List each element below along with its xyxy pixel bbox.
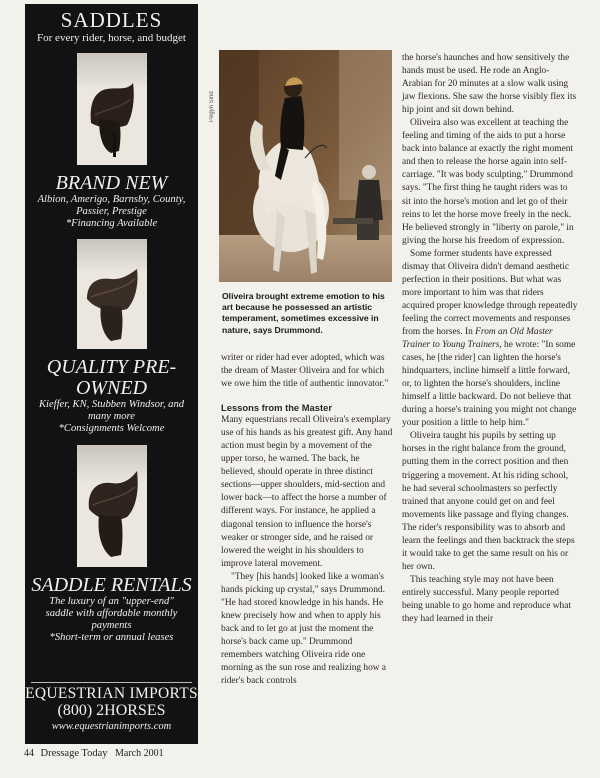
article-photo <box>219 50 392 282</box>
saddle-photo-used <box>77 239 147 349</box>
article-paragraph: Many equestrians recall Oliveira's exemplary use of his hands as his greatest gift. Any hand action must begin by a movement of the upper torso, he warned. The back, he believed, should operate in three distinct sections—upper shoulders, mid-section and lower back—to affect the horse a number of different ways. For instance, he applied a diagonal tension to influence the horse's weaker or stronger side, and he raised or lowered the weight in his shoulders to improve lateral movement. <box>221 415 393 569</box>
ad-pre-owned-brands: Kieffer, KN, Stubben Windsor, and <box>38 399 185 410</box>
saddle-advertisement <box>25 4 198 744</box>
rider-on-horse-image <box>219 50 392 282</box>
article-paragraph: the horse's haunches and how sensitively the hands must be used. He rode an Anglo-Arabian for 20 minutes at a slow walk using jaw flexions. She saw the horse visibly flex its hip joint and sit down behind. <box>402 53 577 116</box>
ad-header: SADDLES <box>60 8 163 32</box>
article-paragraph <box>402 248 578 431</box>
ad-rentals-note: *Short-term or annual leases <box>49 632 174 643</box>
article-paragraph: writer or rider had ever adopted, which was the dream of Master Oliveira and for which we owe him the title of authentic innovator." <box>221 353 389 390</box>
paragraph-text: Some former students have expressed dismay that Oliveira didn't demand aesthetic perfection in their positions. But what was more important to him was that riders acquired proper knowledge through repeatedly feeling the correct movements and responses from the horses. In <box>402 248 578 337</box>
ad-brand-new-title: BRAND NEW <box>55 172 168 194</box>
article-middle-column <box>221 352 393 688</box>
ad-pre-owned-brands-2: many more <box>88 411 135 422</box>
ad-brand-new-brands: Albion, Amerigo, Barnsby, County, <box>37 194 186 205</box>
saddle-photo-rental <box>77 445 147 567</box>
ad-brand-new-note: *Financing Available <box>65 218 158 229</box>
magazine-name: Dressage Today <box>40 748 108 759</box>
ad-pre-owned-note: *Consignments Welcome <box>58 423 165 434</box>
ad-phone: (800) 2HORSES <box>57 702 166 719</box>
ad-rentals-line-1: The luxury of an "upper-end" <box>49 596 174 607</box>
ad-brand-new-brands-2: Passier, Prestige <box>76 206 147 217</box>
photo-caption: Oliveira brought extreme emotion to his art because he possessed an artistic temperament, sometimes excessive in nature, says Drummond. <box>222 291 385 335</box>
book-title: From an Old Master Trainer to Young Trainers <box>402 326 553 351</box>
ad-rentals-line-2: saddle with affordable monthly <box>45 608 178 619</box>
article-right-column <box>402 52 578 626</box>
ad-website[interactable]: www.equestrianimports.com <box>51 721 172 732</box>
page-number: 44 <box>24 748 34 759</box>
article-paragraph: Oliveira taught his pupils by setting up horses in the right balance from the ground, putting them in the correct position and then triggering a movement. At his riding school, he had several schoolmasters so perfectly trained that anyone could get on and feel movements like passage and flying changes. The rider's responsibility was to absorb and learn the feelings and then backtrack the steps it would take to get the same result on his or her own. <box>402 431 575 572</box>
paragraph-text: , he wrote: "In some cases, he [the rider] can lighten the horse's hindquarters, incline himself a little forward, or, to lighten the horse's shoulders, incline himself a little backward. Do not believe that during a horse's training you might not change your position a little to help him." <box>402 340 577 429</box>
photo-credit: Pegyn Sind <box>209 91 215 122</box>
ad-subheader: For every rider, horse, and budget <box>37 32 186 44</box>
issue-date: March 2001 <box>115 748 164 759</box>
ad-contact <box>25 682 198 734</box>
article-paragraph: "They [his hands] looked like a woman's hands picking up crystal," says Drummond. "He had stored knowledge in his hands. He knew precisely how and when to apply his back and to let go at just the moment the horse's back came up." Drummond remembers watching Oliveira ride one morning as the sun rose and realizing how a rider's back controls <box>221 571 387 687</box>
ad-rentals-title: SADDLE RENTALS <box>31 574 192 596</box>
article-paragraph: This teaching style may not have been entirely successful. Many people reported being unable to go home and reproduce what they had learned in their <box>402 574 571 625</box>
article-paragraph: Oliveira also was excellent at teaching the feeling and timing of the aids to put a horse back into balance at exactly the right moment and then to release the horse again into self-carriage. "It was body sculpting," Drummond says. "The first thing he taught riders was to sit into the horse's motion and let go of their reins to let the horse move freely in the neck. He believed strongly in "liberty on parole," in giving the horse his freedom of expression. <box>402 118 574 246</box>
ad-pre-owned-title: QUALITY PRE-OWNED <box>46 356 177 399</box>
saddle-photo-new <box>77 53 147 165</box>
ad-company-name: EQUESTRIAN IMPORTS <box>25 685 198 702</box>
page-footer <box>24 748 164 759</box>
ad-rentals-line-3: payments <box>91 620 132 631</box>
section-heading: Lessons from the Master <box>221 402 332 414</box>
